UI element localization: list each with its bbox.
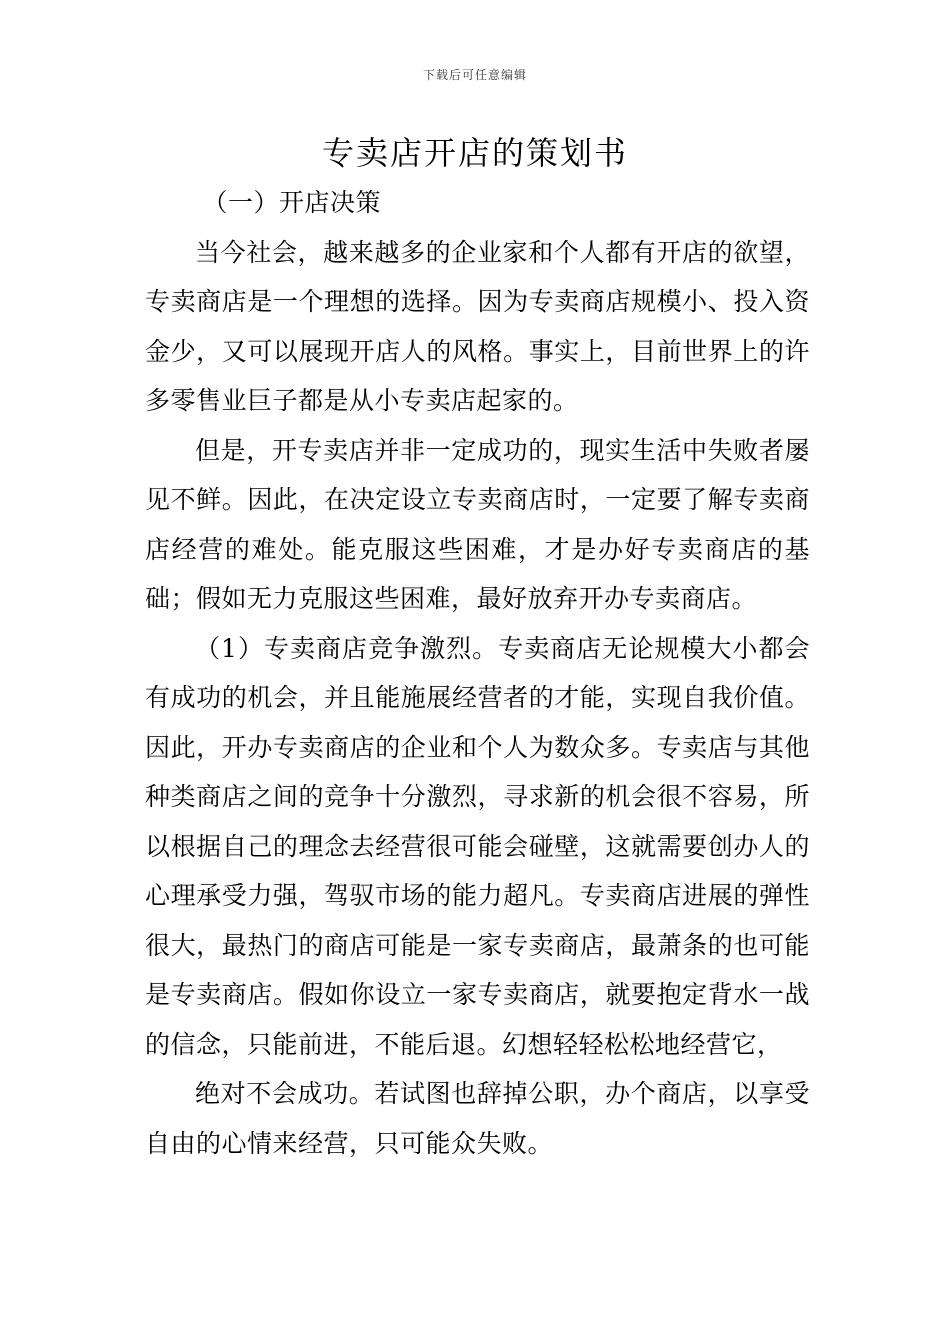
paragraph-intro: 当今社会，越来越多的企业家和个人都有开店的欲望，专卖商店是一个理想的选择。因为专卖商店规模小、投入资金少，又可以展现开店人的风格。事实上，目前世界上的许多零售业巨子都是从小专卖店起家的。 — [145, 237, 810, 415]
paragraph-competition: （1）专卖商店竞争激烈。专卖商店无论规模大小都会有成功的机会，并且能施展经营者的才能，实现自我价值。因此，开办专卖商店的企业和个人为数众多。专卖店与其他种类商店之间的竞争十分激烈，寻求新的机会很不容易，所以根据自己的理念去经营很可能会碰壁，这就需要创办人的心理承受力强，驾驭市场的能力超凡。专卖商店进展的弹性很大，最热门的商店可能是一家专卖商店，最萧条的也可能是专卖商店。假如你设立一家专卖商店，就要抱定背水一战的信念，只能前进，不能后退。幻想轻轻松松地经营它， — [145, 633, 810, 1059]
section-heading: （一）开店决策 — [202, 188, 382, 217]
paragraph-difficulties: 但是，开专卖店并非一定成功的，现实生活中失败者屡见不鲜。因此，在决定设立专卖商店时，一定要了解专卖商店经营的难处。能克服这些困难，才是办好专卖商店的基础；假如无力克服这些困难，最好放弃开办专卖商店。 — [145, 435, 810, 613]
document-title: 专卖店开店的策划书 — [321, 134, 628, 172]
document-body — [145, 178, 810, 1168]
header-note: 下载后可任意编辑 — [422, 68, 527, 82]
paragraph-conclusion: 绝对不会成功。若试图也辞掉公职，办个商店，以享受自由的心情来经营，只可能众失败。 — [145, 1079, 810, 1158]
